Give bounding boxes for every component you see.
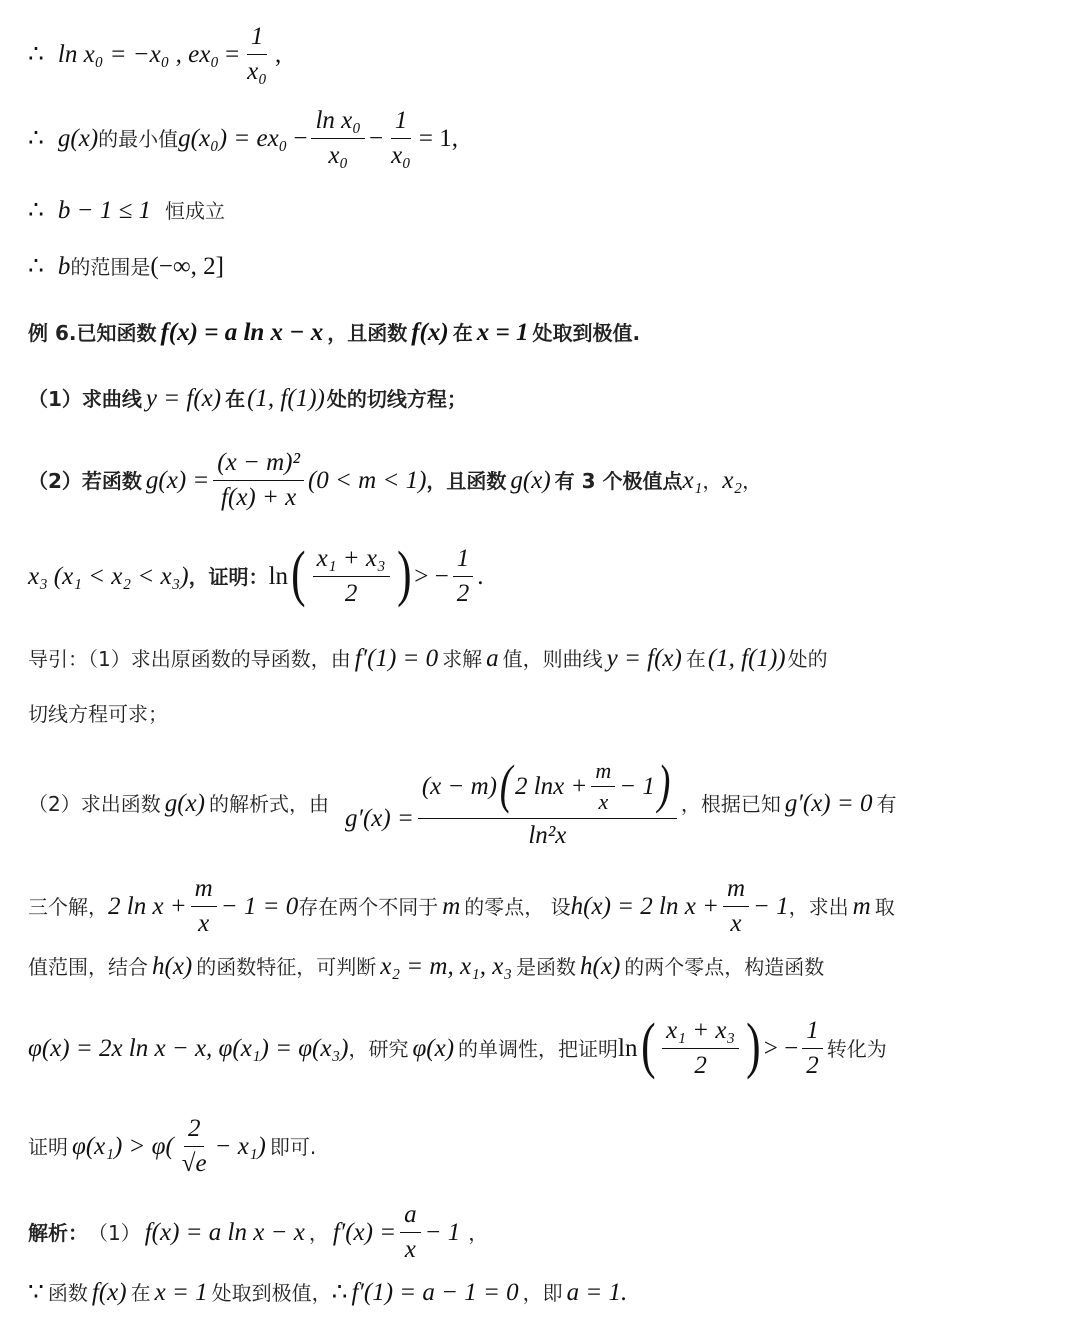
math-expr: x₁ xyxy=(682,466,703,494)
math-expr: f′(1) = 0 xyxy=(354,645,439,672)
math-expr: ln xyxy=(268,562,289,590)
fraction-numerator: 1 xyxy=(802,1016,823,1049)
fraction-numerator: ln x₀ xyxy=(311,106,364,139)
math-expr: y = f(x) xyxy=(145,385,222,412)
math-expr: m xyxy=(442,892,461,920)
fraction xyxy=(178,1114,211,1179)
math-expr: f′(1) = a − 1 = 0 xyxy=(351,1279,519,1306)
math-expr: x = 1 xyxy=(154,1279,208,1306)
math-expr: h(x) xyxy=(152,953,193,980)
guide-line-7 xyxy=(28,1114,1060,1179)
left-paren: ( xyxy=(291,539,306,608)
text: 恒成立 xyxy=(165,199,225,223)
fraction-denominator: 2 xyxy=(456,580,470,607)
guide-line-5 xyxy=(28,952,1060,982)
math-expr: g(x) xyxy=(164,790,205,818)
text: 取 xyxy=(874,894,895,919)
math-expr: a = 1. xyxy=(566,1279,628,1306)
text: 三个解， xyxy=(28,894,108,919)
text: 存在两个不同于 xyxy=(298,894,439,919)
math-expr: φ(x₁) > φ( xyxy=(72,1132,174,1160)
math-expr: h(x) xyxy=(580,953,621,980)
math-expr: y = f(x) xyxy=(606,645,682,672)
text: 导引：（1）求出原函数的导函数，由 xyxy=(28,647,351,671)
math-expr: x₃ xyxy=(28,562,48,590)
fraction xyxy=(313,544,390,609)
text: 处的 xyxy=(787,647,828,671)
line-2 xyxy=(28,106,1060,171)
fraction-denominator: x₀ xyxy=(391,142,411,169)
text: 转化为 xyxy=(826,1036,887,1061)
math-expr: g(x) = xyxy=(145,466,210,494)
text: ，证明： xyxy=(188,564,269,589)
therefore-symbol: ∴ xyxy=(28,124,44,152)
text: 求曲线 xyxy=(81,387,142,411)
math-expr: 2 ln x + xyxy=(108,892,187,920)
math-expr: − 1 = 0 xyxy=(220,892,299,920)
text: 是函数 xyxy=(516,955,577,979)
fraction-numerator: x₁ + x₃ xyxy=(313,544,390,577)
text: 若函数 xyxy=(81,468,142,493)
numerator-part: 2 lnx + xyxy=(514,772,588,800)
math-expr: g(x) xyxy=(510,466,551,494)
text: 有 xyxy=(876,792,897,817)
minus: − xyxy=(293,124,308,152)
text: ，求出 xyxy=(788,894,849,919)
right-paren: ) xyxy=(746,1011,761,1080)
math-expr: f(x) = a ln x − x xyxy=(144,1218,305,1246)
fraction-numerator: x₁ + x₃ xyxy=(662,1016,739,1049)
text: 函数 xyxy=(47,1281,88,1305)
exponent: x₀ xyxy=(199,40,220,68)
fraction xyxy=(191,874,217,939)
text: 在 xyxy=(452,321,473,345)
text: 值范围，结合 xyxy=(28,955,148,979)
guide-line-1 xyxy=(28,644,1060,674)
text: 在 xyxy=(225,387,246,411)
text: ，且函数 xyxy=(327,321,408,345)
guide-line-4 xyxy=(28,874,1060,939)
therefore-symbol: ∴ xyxy=(331,1279,348,1306)
fraction xyxy=(387,106,415,171)
math-expr: (1, f(1)) xyxy=(707,645,786,672)
math-expr: (1, f(1)) xyxy=(247,385,325,412)
line-8 xyxy=(28,539,1060,609)
fraction-denominator: x₀ xyxy=(328,142,349,169)
math-expr: ln xyxy=(618,1034,638,1062)
text: 的解析式，由 xyxy=(208,792,329,817)
math-expr: b − 1 ≤ 1 xyxy=(57,197,151,224)
because-symbol: ∵ xyxy=(28,1279,44,1306)
math-expr: φ(x) = 2x ln x − x, φ(x₁) = φ(x₃) xyxy=(28,1034,349,1062)
question-2 xyxy=(28,448,1060,513)
numerator-part: (x − m) xyxy=(421,772,497,800)
left-paren: ( xyxy=(640,1011,656,1080)
math-expr: x = 1 xyxy=(476,319,529,346)
line-1 xyxy=(28,22,1060,87)
minus: − xyxy=(368,124,384,152)
question-label: （1） xyxy=(28,387,82,411)
text: ，研究 xyxy=(348,1036,409,1061)
fraction-denominator: x₀ xyxy=(247,58,267,85)
math-expr: g(x) xyxy=(57,124,99,152)
fraction-denominator: 2 xyxy=(694,1052,707,1079)
math-expr: = 1, xyxy=(418,124,458,152)
text: 有 3 个极值点 xyxy=(554,468,683,493)
math-expr: b xyxy=(57,253,71,280)
math-expr: f′(x) = xyxy=(332,1218,397,1246)
guide-line-2 xyxy=(28,702,1060,726)
math-expr: − 1 xyxy=(753,892,789,920)
line-3 xyxy=(28,196,1060,226)
fraction-numerator: 1 xyxy=(391,106,412,139)
question-label: （2） xyxy=(28,468,82,493)
fraction-denominator: √e xyxy=(181,1150,207,1177)
text: ， xyxy=(468,1220,489,1245)
text: 证明 xyxy=(28,1134,68,1159)
text: 的函数特征，可判断 xyxy=(196,955,377,979)
text: 处的切线方程； xyxy=(326,387,467,411)
fraction-denominator: f(x) + x xyxy=(221,484,297,511)
right-paren: ) xyxy=(396,539,412,608)
therefore-symbol: ∴ xyxy=(28,253,44,280)
fraction-denominator: 2 xyxy=(806,1052,819,1079)
math-expr: ln x₀ = −x₀ , e xyxy=(57,40,200,68)
text: 即可. xyxy=(269,1134,317,1159)
fraction xyxy=(243,22,271,87)
exponent: x₀ xyxy=(267,124,288,152)
text: 的范围是 xyxy=(70,255,151,279)
math-expr: (0 < m < 1) xyxy=(307,466,427,494)
fraction-numerator: 1 xyxy=(247,22,268,55)
fraction-numerator: m xyxy=(191,874,217,907)
math-expr: m xyxy=(852,892,871,920)
text: ， xyxy=(702,468,723,493)
left-paren: ( xyxy=(499,753,513,814)
math-expr: g(x₀) = e xyxy=(178,124,268,152)
punctuation: , xyxy=(274,40,282,68)
math-expr: − x₁) xyxy=(214,1132,266,1160)
math-expr: g′(x) = 0 xyxy=(784,790,873,818)
example-label: 例 6. xyxy=(28,321,77,345)
fraction-numerator: m xyxy=(723,874,749,907)
right-paren: ) xyxy=(657,753,671,814)
therefore-symbol: ∴ xyxy=(28,40,44,68)
text: ， xyxy=(742,468,763,493)
fraction-denominator: x xyxy=(404,1236,416,1263)
math-expr: a xyxy=(486,645,499,672)
solution-line-1 xyxy=(28,1200,1060,1265)
text: 处取到极值， xyxy=(211,1281,332,1305)
guide-line-3 xyxy=(28,753,1060,851)
math-expr: f(x) xyxy=(91,1279,127,1306)
example-heading xyxy=(28,318,1060,348)
text: （2）求出函数 xyxy=(28,792,161,817)
text: 在 xyxy=(685,647,706,671)
text: 的两个零点，构造函数 xyxy=(624,955,825,979)
text: 切线方程可求； xyxy=(28,702,168,726)
text: ，根据已知 xyxy=(680,792,781,817)
fraction-numerator: 2 xyxy=(184,1114,205,1147)
math-expr: φ(x) xyxy=(412,1034,455,1062)
math-expr: (−∞, 2] xyxy=(150,253,224,280)
fraction-denominator: 2 xyxy=(344,580,358,607)
fraction-numerator: (x − m)² xyxy=(213,448,304,481)
text: 值，则曲线 xyxy=(502,647,603,671)
fraction xyxy=(453,544,474,609)
line-4 xyxy=(28,252,1060,282)
fraction xyxy=(213,448,304,513)
fraction xyxy=(723,874,749,939)
fraction-denominator: x xyxy=(198,910,210,937)
inner-numerator: m xyxy=(591,758,615,787)
fraction-numerator: a xyxy=(400,1200,421,1233)
text: 已知函数 xyxy=(76,321,157,345)
math-expr: x₂ xyxy=(722,466,743,494)
fraction xyxy=(662,1016,739,1081)
fraction-denominator: ln²x xyxy=(528,821,567,849)
text: 处取到极值. xyxy=(532,321,641,345)
math-expr: g′(x) = xyxy=(344,805,414,833)
fraction-numerator xyxy=(418,753,677,819)
inner-denominator: x xyxy=(598,789,609,815)
numerator-part: − 1 xyxy=(619,772,655,800)
fraction xyxy=(802,1016,823,1081)
solution-line-2 xyxy=(28,1278,1060,1308)
fraction xyxy=(311,106,364,171)
math-expr: x₂ = m, x₁, x₃ xyxy=(380,953,513,980)
math-expr: − 1 xyxy=(424,1218,461,1246)
text: 在 xyxy=(130,1281,151,1305)
text: ，即 xyxy=(522,1281,563,1305)
text: 的单调性，把证明 xyxy=(458,1036,619,1061)
text: ， xyxy=(308,1220,329,1245)
text: 的零点， 设 xyxy=(464,894,571,919)
solution-label: 解析： xyxy=(28,1220,88,1245)
fraction xyxy=(418,753,677,851)
math-expr: h(x) = 2 ln x + xyxy=(570,892,719,920)
equals: = xyxy=(225,40,240,68)
text: （1） xyxy=(88,1220,141,1245)
fraction xyxy=(400,1200,421,1265)
fraction-denominator: x xyxy=(730,910,742,937)
math-expr: > − xyxy=(414,562,449,590)
punctuation: . xyxy=(477,562,484,590)
question-1 xyxy=(28,384,1060,414)
math-expr: > − xyxy=(763,1034,799,1062)
math-expr: (x₁ < x₂ < x₃) xyxy=(53,562,189,590)
math-expr: f(x) xyxy=(411,319,449,346)
text: 的最小值 xyxy=(98,126,179,151)
fraction-numerator: 1 xyxy=(453,544,474,577)
guide-line-6 xyxy=(28,1011,1060,1081)
text: ，且函数 xyxy=(426,468,507,493)
inner-fraction xyxy=(591,758,615,816)
text: 求解 xyxy=(442,647,483,671)
math-expr: f(x) = a ln x − x xyxy=(160,319,324,346)
therefore-symbol: ∴ xyxy=(28,197,44,224)
